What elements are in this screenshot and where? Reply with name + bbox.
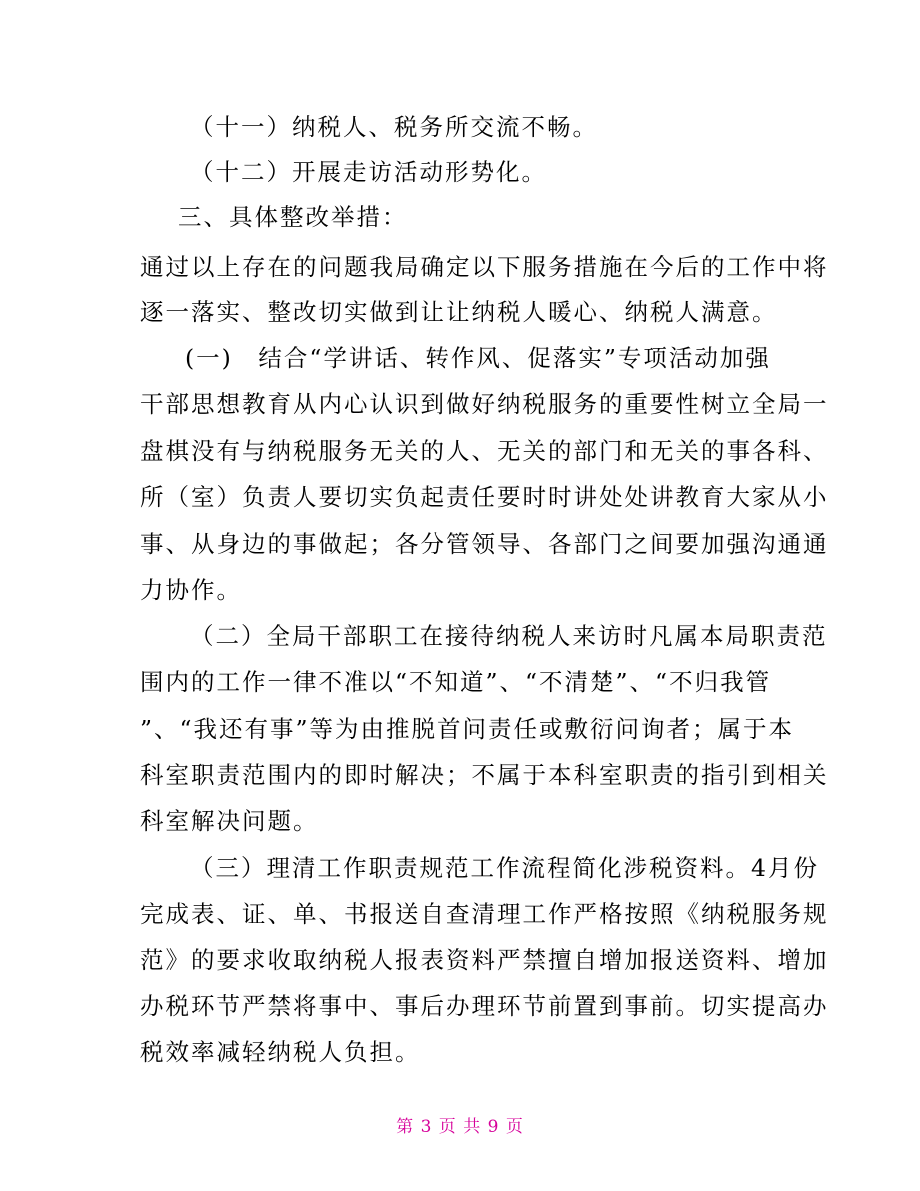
text-line: 事、从身边的事做起；各分管领导、各部门之间要加强沟通通 xyxy=(140,530,829,558)
text-line: 科室职责范围内的即时解决；不属于本科室职责的指引到相关 xyxy=(140,761,829,789)
text-line: ”、“我还有事”等为由推脱首问责任或敷衍问询者；属于本 xyxy=(140,715,795,743)
text-line: 围内的工作一律不准以“不知道”、“不清楚”、“不归我管 xyxy=(140,668,772,696)
text-line: (一) 结合“学讲话、转作风、促落实”专项活动加强 xyxy=(185,344,771,372)
text-line: 干部思想教育从内心认识到做好纳税服务的重要性树立全局一 xyxy=(140,390,829,418)
text-line: 所（室）负责人要切实负起责任要时时讲处处讲教育大家从小 xyxy=(140,483,829,511)
text-line: 力协作。 xyxy=(140,576,242,604)
text-line: 办税环节严禁将事中、事后办理环节前置到事前。切实提高办 xyxy=(140,992,829,1020)
text-line: 通过以上存在的问题我局确定以下服务措施在今后的工作中将 xyxy=(140,253,829,281)
section-heading: 三、具体整改举措： xyxy=(178,203,408,231)
text-line: （十二）开展走访活动形势化。 xyxy=(190,158,547,186)
text-line: （三）理清工作职责规范工作流程简化涉税资料。4月份 xyxy=(190,854,819,882)
text-line: 范》的要求收取纳税人报表资料严禁擅自增加报送资料、增加 xyxy=(140,946,829,974)
text-line: （十一）纳税人、税务所交流不畅。 xyxy=(190,113,598,141)
text-line: 税效率减轻纳税人负担。 xyxy=(140,1038,421,1066)
text-line: （二）全局干部职工在接待纳税人来访时凡属本局职责范 xyxy=(190,622,828,650)
text-line: 逐一落实、整改切实做到让让纳税人暖心、纳税人满意。 xyxy=(140,298,778,326)
text-line: 完成表、证、单、书报送自查清理工作严格按照《纳税服务规 xyxy=(140,900,829,928)
text-line: 盘棋没有与纳税服务无关的人、无关的部门和无关的事各科、 xyxy=(140,437,829,465)
text-line: 科室解决问题。 xyxy=(140,807,319,835)
page-number-footer: 第 3 页 共 9 页 xyxy=(396,1117,524,1137)
